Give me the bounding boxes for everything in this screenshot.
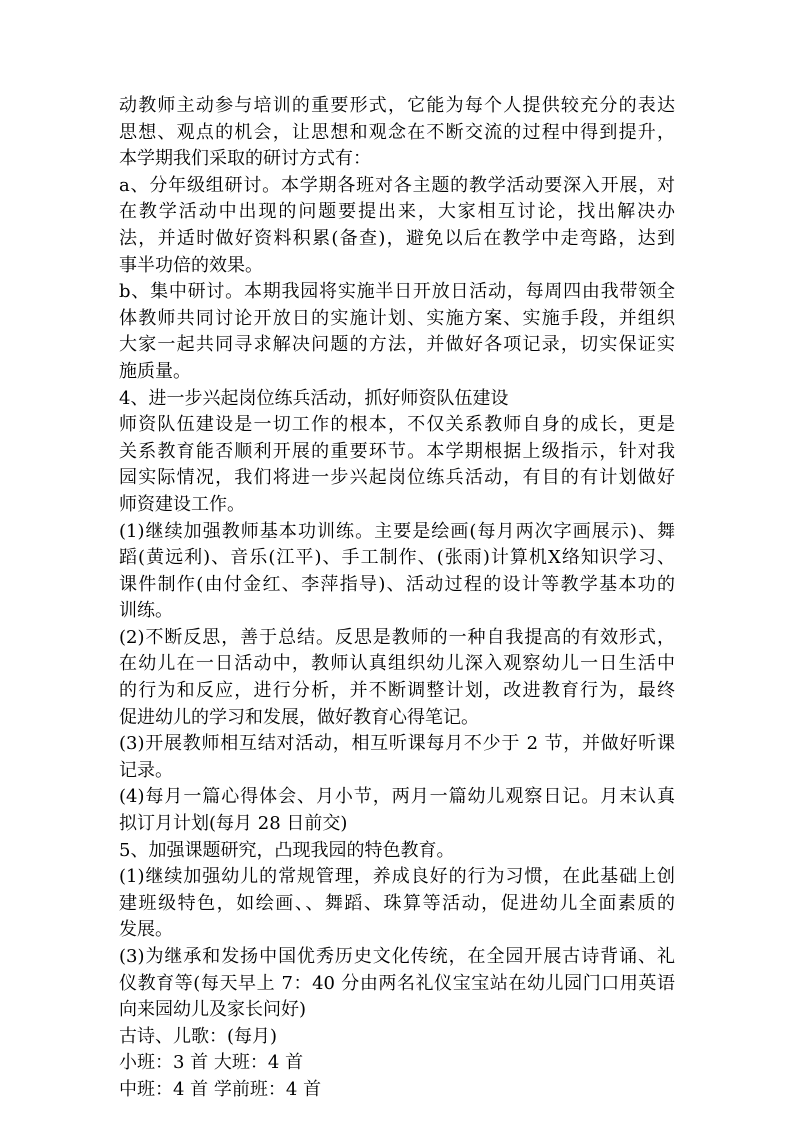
text-line: 中班：4 首 学前班：4 首 — [119, 1078, 322, 1100]
text-line: 4、进一步兴起岗位练兵活动，抓好师资队伍建设 — [119, 387, 509, 409]
text-line: 建班级特色，如绘画、、舞蹈、珠算等活动，促进幼儿全面素质的 — [119, 892, 675, 914]
document-body — [119, 93, 675, 1104]
text-line: 向来园幼儿及家长问好) — [119, 999, 307, 1021]
text-line: 关系教育能否顺利开展的重要环节。本学期根据上级指示，针对我 — [119, 440, 675, 462]
text-line: 思想、观点的机会，让思想和观念在不断交流的过程中得到提升， — [119, 121, 675, 143]
text-line: 体教师共同讨论开放日的实施计划、实施方案、实施手段，并组织 — [119, 307, 675, 329]
text-line: a、分年级组研讨。本学期各班对各主题的教学活动要深入开展，对 — [119, 174, 675, 196]
text-line: 古诗、儿歌：(每月) — [119, 1025, 278, 1047]
text-line: 训练。 — [119, 600, 173, 622]
text-line: 仪教育等(每天早上 7：40 分由两名礼仪宝宝站在幼儿园门口用英语 — [119, 972, 675, 994]
text-line: 课件制作(由付金红、李萍指导)、活动过程的设计等教学基本功的 — [119, 573, 675, 595]
text-line: 师资建设工作。 — [119, 493, 245, 515]
text-line: (1)继续加强教师基本功训练。主要是绘画(每月两次字画展示)、舞 — [119, 520, 675, 542]
text-line: 记录。 — [119, 759, 173, 781]
text-line: 促进幼儿的学习和发展，做好教育心得笔记。 — [119, 706, 479, 728]
text-line: (3)开展教师相互结对活动，相互听课每月不少于 2 节，并做好听课 — [119, 733, 675, 755]
text-line: 本学期我们采取的研讨方式有： — [119, 148, 371, 170]
text-line: 大家一起共同寻求解决问题的方法，并做好各项记录，切实保证实 — [119, 334, 675, 356]
text-line: b、集中研讨。本期我园将实施半日开放日活动，每周四由我带领全 — [119, 281, 675, 303]
text-line: 法，并适时做好资料积累(备查)，避免以后在教学中走弯路，达到 — [119, 227, 675, 249]
text-line: 施质量。 — [119, 360, 191, 382]
text-line: 事半功倍的效果。 — [119, 254, 263, 276]
text-line: 5、加强课题研究，凸现我园的特色教育。 — [119, 839, 455, 861]
text-line: 蹈(黄远利)、音乐(江平)、手工制作、(张雨)计算机X络知识学习、 — [119, 547, 675, 569]
text-line: (3)为继承和发扬中国优秀历史文化传统，在全园开展古诗背诵、礼 — [119, 946, 675, 967]
text-line: 师资队伍建设是一切工作的根本，不仅关系教师自身的成长，更是 — [119, 414, 675, 436]
text-line: 的行为和反应，进行分析，并不断调整计划，改进教育行为，最终 — [119, 680, 675, 702]
text-line: 动教师主动参与培训的重要形式，它能为每个人提供较充分的表达 — [119, 95, 675, 116]
text-line: 发展。 — [119, 919, 173, 941]
text-line: (4)每月一篇心得体会、月小节，两月一篇幼儿观察日记。月末认真 — [119, 786, 675, 808]
text-line: (2)不断反思，善于总结。反思是教师的一种自我提高的有效形式， — [119, 626, 675, 648]
text-line: 园实际情况，我们将进一步兴起岗位练兵活动，有目的有计划做好 — [119, 467, 675, 489]
text-line: 小班：3 首 大班：4 首 — [119, 1052, 304, 1074]
text-line: 在幼儿在一日活动中，教师认真组织幼儿深入观察幼儿一日生活中 — [119, 653, 675, 675]
text-line: (1)继续加强幼儿的常规管理，养成良好的行为习惯，在此基础上创 — [119, 866, 675, 888]
text-line: 拟订月计划(每月 28 日前交) — [119, 813, 348, 835]
text-line: 在教学活动中出现的问题要提出来，大家相互讨论，找出解决办 — [119, 201, 675, 223]
